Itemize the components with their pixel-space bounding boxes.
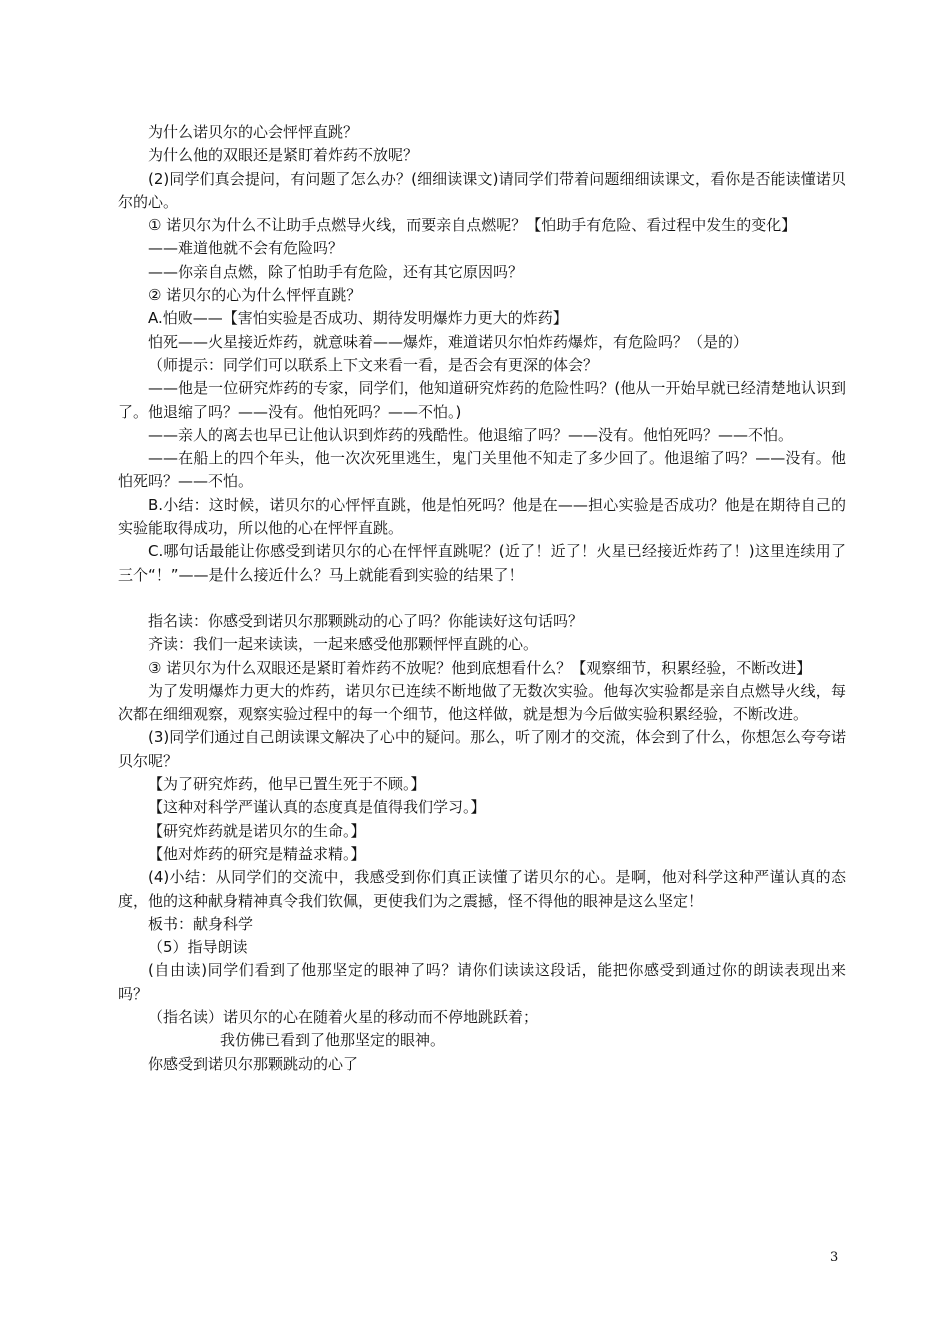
reading-activity: (自由读)同学们看到了他那坚定的眼神了吗？请你们读读这段话，能把你感受到通过你的朗读表现出来吗？ — [118, 961, 846, 1003]
reading-activity: （指名读）诺贝尔的心在随着火星的移动而不停地跳跃着； — [148, 1007, 539, 1026]
teaching-step: （5）指导朗读 — [148, 938, 248, 957]
discussion-point: ① 诺贝尔为什么不让助手点燃导火线，而要亲自点燃呢？【怕助手有危险、看过程中发生的变化】 — [148, 216, 797, 235]
board-note: 板书：献身科学 — [148, 914, 254, 933]
discussion-point: ③ 诺贝尔为什么双眼还是紧盯着炸药不放呢？他到底想看什么？【观察细节，积累经验，不断改进】 — [148, 658, 812, 677]
explanation-paragraph: 为了发明爆炸力更大的炸药，诺贝尔已连续不断地做了无数次实验。他每次实验都是亲自点燃导火线，每次都在细细观察，观察实验过程中的每一个细节，他这样做，就是想为今后做实验积累经验，不断改进。 — [118, 681, 846, 724]
analysis-line: A.怕败——【害怕实验是否成功、期待发明爆炸力更大的炸药】 — [148, 309, 568, 328]
reading-activity: 你感受到诺贝尔那颗跳动的心了 — [148, 1054, 359, 1073]
question-line: 为什么他的双眼还是紧盯着炸药不放呢？ — [148, 146, 419, 165]
student-response: 【他对炸药的研究是精益求精。】 — [148, 844, 366, 863]
lesson-text-body — [118, 121, 846, 1076]
analysis-line: 怕死——火星接近炸药，就意味着——爆炸，难道诺贝尔怕炸药爆炸，有危险吗？（是的） — [148, 332, 749, 351]
teaching-step: (3)同学们通过自己朗读课文解决了心中的疑问。那么，听了刚才的交流，体会到了什么，你想怎么夸夸诺贝尔呢？ — [118, 728, 846, 770]
reading-activity: 我仿佛已看到了他那坚定的眼神。 — [220, 1031, 446, 1050]
analysis-line: ——他是一位研究炸药的专家，同学们，他知道研究炸药的危险性吗？(他从一开始早就已经清楚地认识到了。他退缩了吗？——没有。他怕死吗？——不怕。) — [118, 379, 846, 421]
discussion-point: ② 诺贝尔的心为什么怦怦直跳？ — [148, 286, 362, 305]
analysis-line: ——在船上的四个年头，他一次次死里逃生，鬼门关里他不知走了多少回了。他退缩了吗？——没有。他怕死吗？——不怕。 — [118, 449, 846, 491]
blank-line — [118, 587, 846, 610]
summary-line: B.小结：这时候，诺贝尔的心怦怦直跳，他是怕死吗？他是在——担心实验是否成功？他是在期待自己的实验能取得成功，所以他的心在怦怦直跳。 — [118, 495, 846, 538]
student-response: 【为了研究炸药，他早已置生死于不顾。】 — [148, 775, 426, 794]
teacher-hint: （师提示：同学们可以联系上下文来看一看，是否会有更深的体会？ — [148, 355, 599, 374]
reading-activity: 齐读：我们一起来读读，一起来感受他那颗怦怦直跳的心。 — [148, 635, 539, 654]
follow-up-question: ——你亲自点燃，除了怕助手有危险，还有其它原因吗？ — [148, 262, 524, 281]
analysis-line: ——亲人的离去也早已让他认识到炸药的残酷性。他退缩了吗？——没有。他怕死吗？——不怕。 — [148, 425, 794, 444]
reading-activity: 指名读：你感受到诺贝尔那颗跳动的心了吗？你能读好这句话吗？ — [148, 611, 584, 630]
summary-line: (4)小结：从同学们的交流中，我感受到你们真正读懂了诺贝尔的心。是啊，他对科学这种严谨认真的态度，他的这种献身精神真令我们钦佩，更使我们为之震撼，怪不得他的眼神是这么坚定！ — [118, 868, 846, 910]
analysis-line: C.哪句话最能让你感受到诺贝尔的心在怦怦直跳呢？(近了！近了！火星已经接近炸药了！)这里连续用了三个“！”——是什么接近什么？马上就能看到实验的结果了！ — [118, 542, 846, 584]
question-line: 为什么诺贝尔的心会怦怦直跳？ — [148, 123, 359, 141]
follow-up-question: ——难道他就不会有危险吗？ — [148, 239, 344, 258]
page-number: 3 — [830, 1250, 839, 1265]
teaching-step: (2)同学们真会提问，有问题了怎么办？(细细读课文)请同学们带着问题细细读课文，看你是否能读懂诺贝尔的心。 — [118, 169, 846, 211]
student-response: 【研究炸药就是诺贝尔的生命。】 — [148, 821, 366, 840]
student-response: 【这种对科学严谨认真的态度真是值得我们学习。】 — [148, 798, 486, 817]
